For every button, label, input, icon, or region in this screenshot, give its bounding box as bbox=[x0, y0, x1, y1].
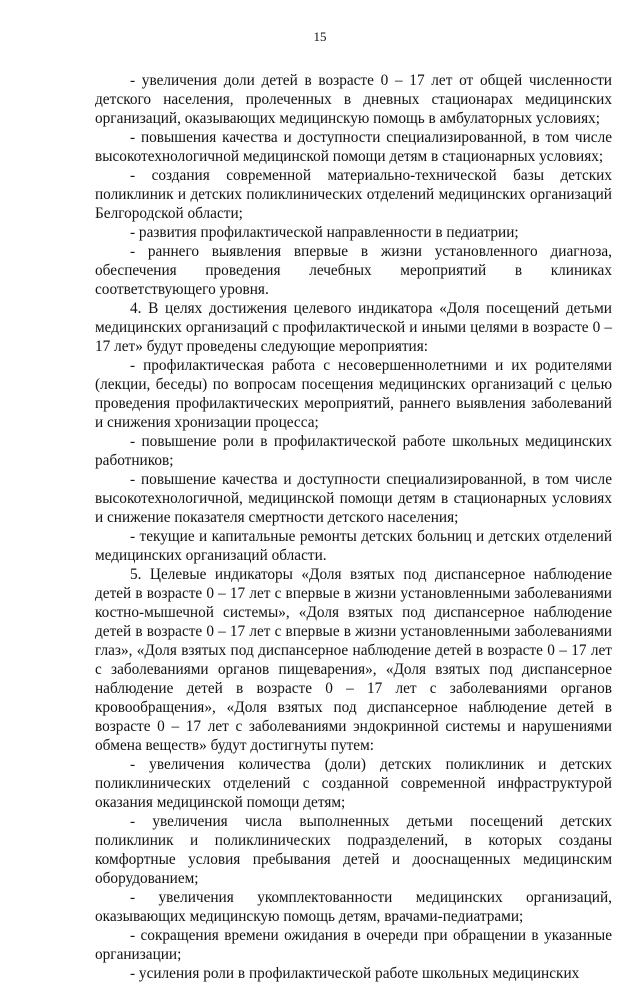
paragraph-item: - профилактическая работа с несовершеннолетними и их родителями (лекции, беседы) по вопросам посещения медицинских организаций с целью проведения профилактических мероприятий, раннего выявления заболеваний и снижения хронизации процесса; bbox=[95, 357, 612, 431]
paragraph-item: - повышение роли в профилактической работе школьных медицинских работников; bbox=[95, 433, 612, 469]
paragraph-item: - повышение качества и доступности специализированной, в том числе высокотехнологичной, медицинской помощи детям в стационарных условиях и снижение показателя смертности детского населения; bbox=[95, 471, 612, 526]
page-number: 15 bbox=[313, 29, 327, 44]
paragraph-item: - увеличения числа выполненных детьми посещений детских поликлиник и поликлинических подразделений, в которых созданы комфортные условия пребывания детей и дооснащенных медицинским оборудованием; bbox=[95, 813, 612, 887]
paragraph-item: - сокращения времени ожидания в очереди при обращении в указанные организации; bbox=[95, 927, 612, 963]
paragraph-item: - текущие и капитальные ремонты детских больниц и детских отделений медицинских организаций области. bbox=[95, 528, 612, 564]
paragraph-item: - развития профилактической направленности в педиатрии; bbox=[130, 224, 519, 241]
paragraph-item: - увеличения доли детей в возрасте 0 – 17 лет от общей численности детского населения, пролеченных в дневных стационарах медицинских организаций, оказывающих медицинскую помощь в амбулаторных условиях; bbox=[95, 72, 612, 127]
paragraph-item: - раннего выявления впервые в жизни установленного диагноза, обеспечения проведения лечебных мероприятий в клиниках соответствующего уровня. bbox=[95, 243, 612, 298]
paragraph-item: - увеличения количества (доли) детских поликлиник и детских поликлинических отделений с созданной современной инфраструктурой оказания медицинской помощи детям; bbox=[95, 756, 612, 811]
paragraph-item: - усиления роли в профилактической работе школьных медицинских bbox=[130, 965, 580, 982]
paragraph-item: - создания современной материально-технической базы детских поликлиник и детских поликлинических отделений медицинских организаций Белгородской области; bbox=[95, 167, 612, 222]
section-paragraph-5: 5. Целевые индикаторы «Доля взятых под диспансерное наблюдение детей в возрасте 0 – 17 лет с впервые в жизни установленными заболеваниями костно-мышечной системы», «Доля взятых под диспансерное наблюдение детей в возрасте 0 – 17 лет с впервые в жизни установленными заболеваниями глаз», «Доля взятых под диспансерное наблюдение детей в возрасте 0 – 17 лет с заболеваниями органов пищеварения», «Доля взятых под диспансерное наблюдение детей в возрасте 0 – 17 лет с заболеваниями органов кровообращения», «Доля взятых под диспансерное наблюдение детей в возрасте 0 – 17 лет с заболеваниями эндокринной системы и нарушениями обмена веществ» будут достигнуты путем: bbox=[95, 566, 612, 754]
paragraph-item: - повышения качества и доступности специализированной, в том числе высокотехнологичной медицинской помощи детям в стационарных условиях; bbox=[95, 129, 612, 165]
section-paragraph-4: 4. В целях достижения целевого индикатора «Доля посещений детьми медицинских организаций с профилактической и иными целями в возрасте 0 – 17 лет» будут проведены следующие мероприятия: bbox=[95, 300, 612, 355]
document-body bbox=[95, 71, 612, 983]
paragraph-item: - увеличения укомплектованности медицинских организаций, оказывающих медицинскую помощь детям, врачами-педиатрами; bbox=[95, 889, 612, 925]
